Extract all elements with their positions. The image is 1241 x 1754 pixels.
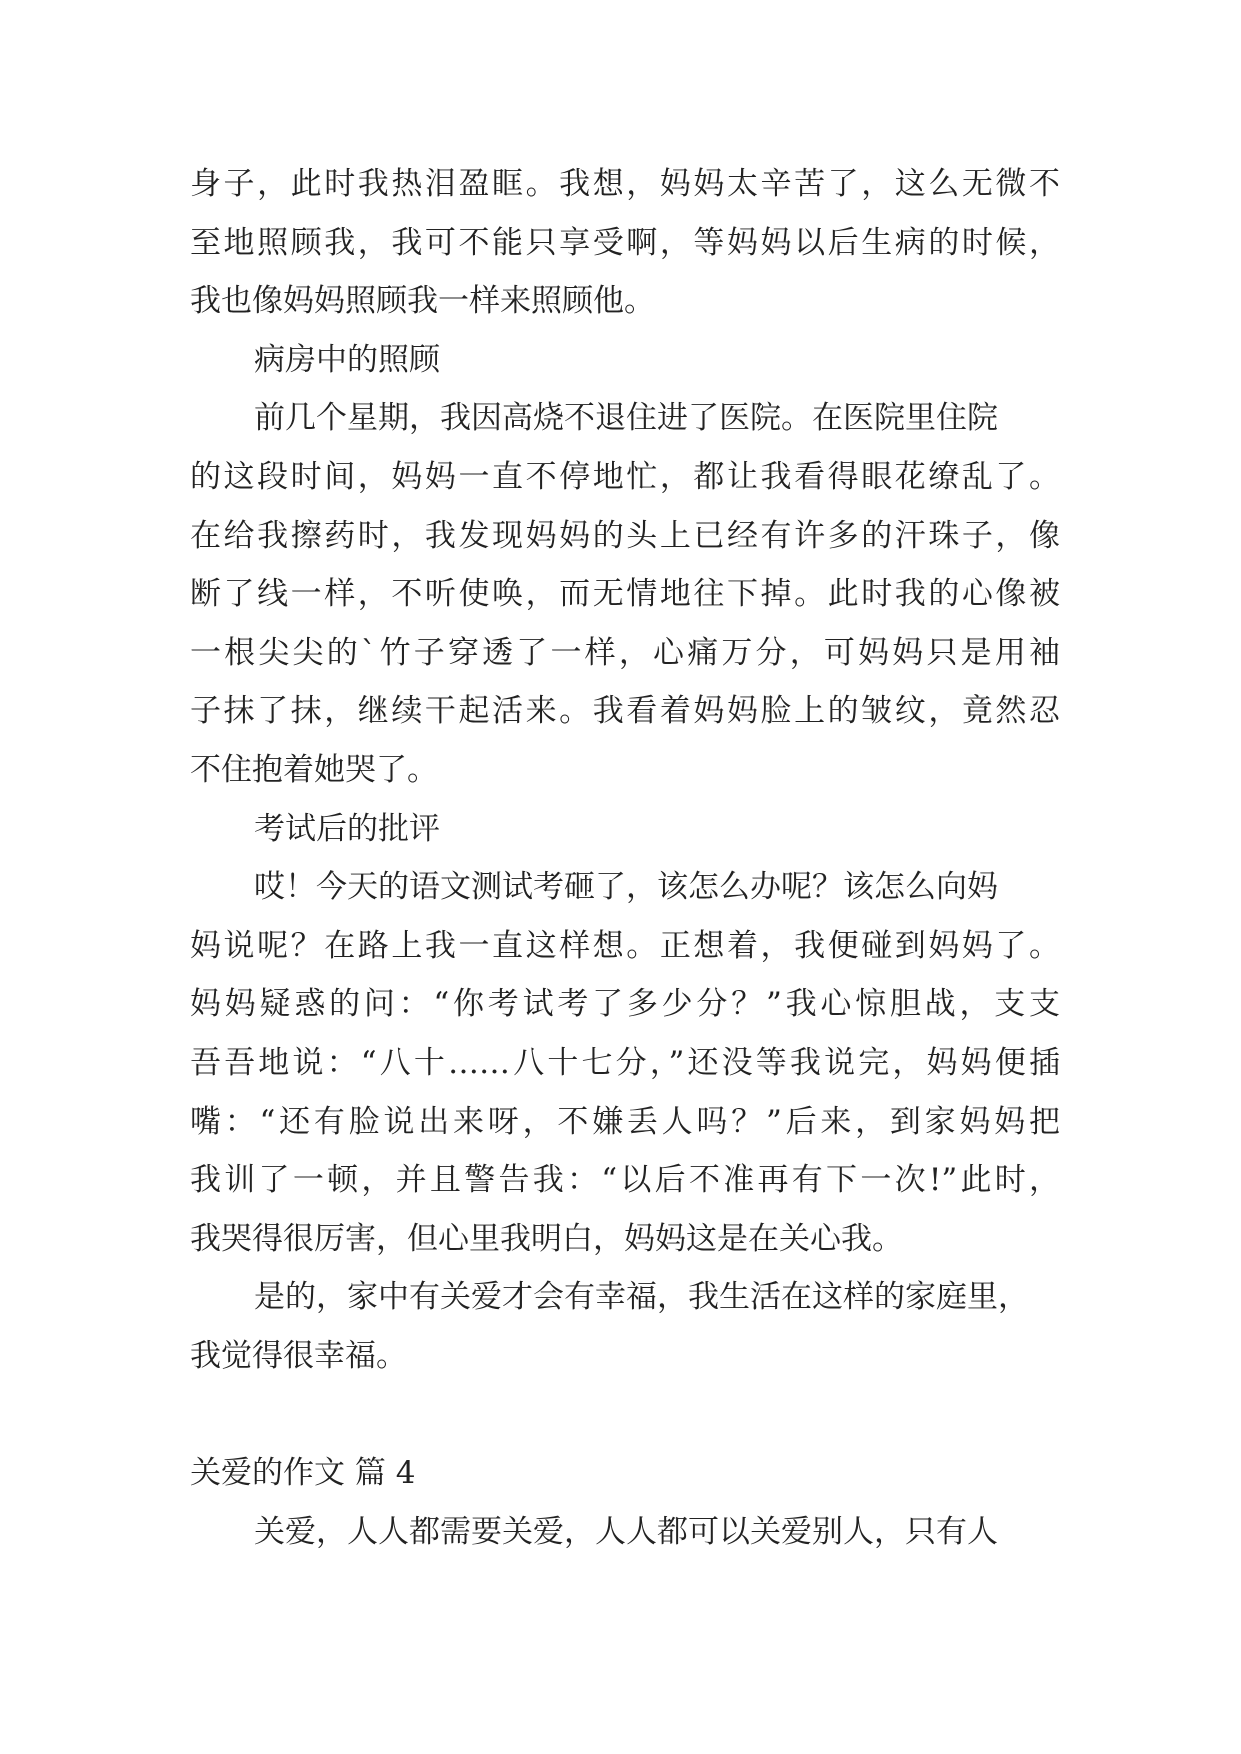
section-heading: 病房中的照顾 — [254, 341, 440, 378]
paragraph-line: 嘴：“还有脸说出来呀，不嫌丢人吗？”后来，到家妈妈把 — [190, 1103, 1060, 1140]
section-gap — [190, 1385, 1060, 1444]
paragraph-line: 子抹了抹，继续干起活来。我看着妈妈脸上的皱纹，竟然忍 — [190, 693, 1060, 730]
paragraph-line: 哎！今天的语文测试考砸了，该怎么办呢？该怎么向妈 — [254, 869, 998, 906]
paragraph-line: 身子，此时我热泪盈眶。我想，妈妈太辛苦了，这么无微不 — [190, 166, 1060, 202]
paragraph-line: 我也像妈妈照顾我一样来照顾他。 — [190, 283, 655, 320]
paragraph-line: 我哭得很厉害，但心里我明白，妈妈这是在关心我。 — [190, 1220, 903, 1257]
paragraph-line: 我训了一顿，并且警告我：“以后不准再有下一次!”此时， — [190, 1162, 1060, 1199]
paragraph-line: 一根尖尖的`竹子穿透了一样，心痛万分，可妈妈只是用袖 — [190, 634, 1060, 671]
paragraph-line: 关爱，人人都需要关爱，人人都可以关爱别人，只有人 — [254, 1513, 998, 1550]
paragraph-line: 我觉得很幸福。 — [190, 1337, 407, 1374]
article-title: 关爱的作文 篇 4 — [190, 1455, 416, 1492]
paragraph-line: 妈妈疑惑的问：“你考试考了多少分？”我心惊胆战，支支 — [190, 986, 1060, 1023]
paragraph-line: 前几个星期，我因高烧不退住进了医院。在医院里住院 — [254, 400, 998, 437]
document-body — [190, 155, 1060, 1561]
paragraph-line: 不住抱着她哭了。 — [190, 751, 438, 788]
paragraph-line: 在给我擦药时，我发现妈妈的头上已经有许多的汗珠子，像 — [190, 517, 1060, 554]
paragraph-line: 的这段时间，妈妈一直不停地忙，都让我看得眼花缭乱了。 — [190, 458, 1060, 495]
paragraph-line: 吾吾地说：“八十……八十七分，”还没等我说完，妈妈便插 — [190, 1044, 1060, 1081]
section-heading: 考试后的批评 — [254, 810, 440, 847]
paragraph-line: 至地照顾我，我可不能只享受啊，等妈妈以后生病的时候， — [190, 224, 1060, 261]
paragraph-line: 断了线一样，不听使唤，而无情地往下掉。此时我的心像被 — [190, 576, 1060, 613]
paragraph-line: 妈说呢？在路上我一直这样想。正想着，我便碰到妈妈了。 — [190, 927, 1060, 964]
paragraph-line: 是的，家中有关爱才会有幸福，我生活在这样的家庭里， — [254, 1279, 1029, 1316]
